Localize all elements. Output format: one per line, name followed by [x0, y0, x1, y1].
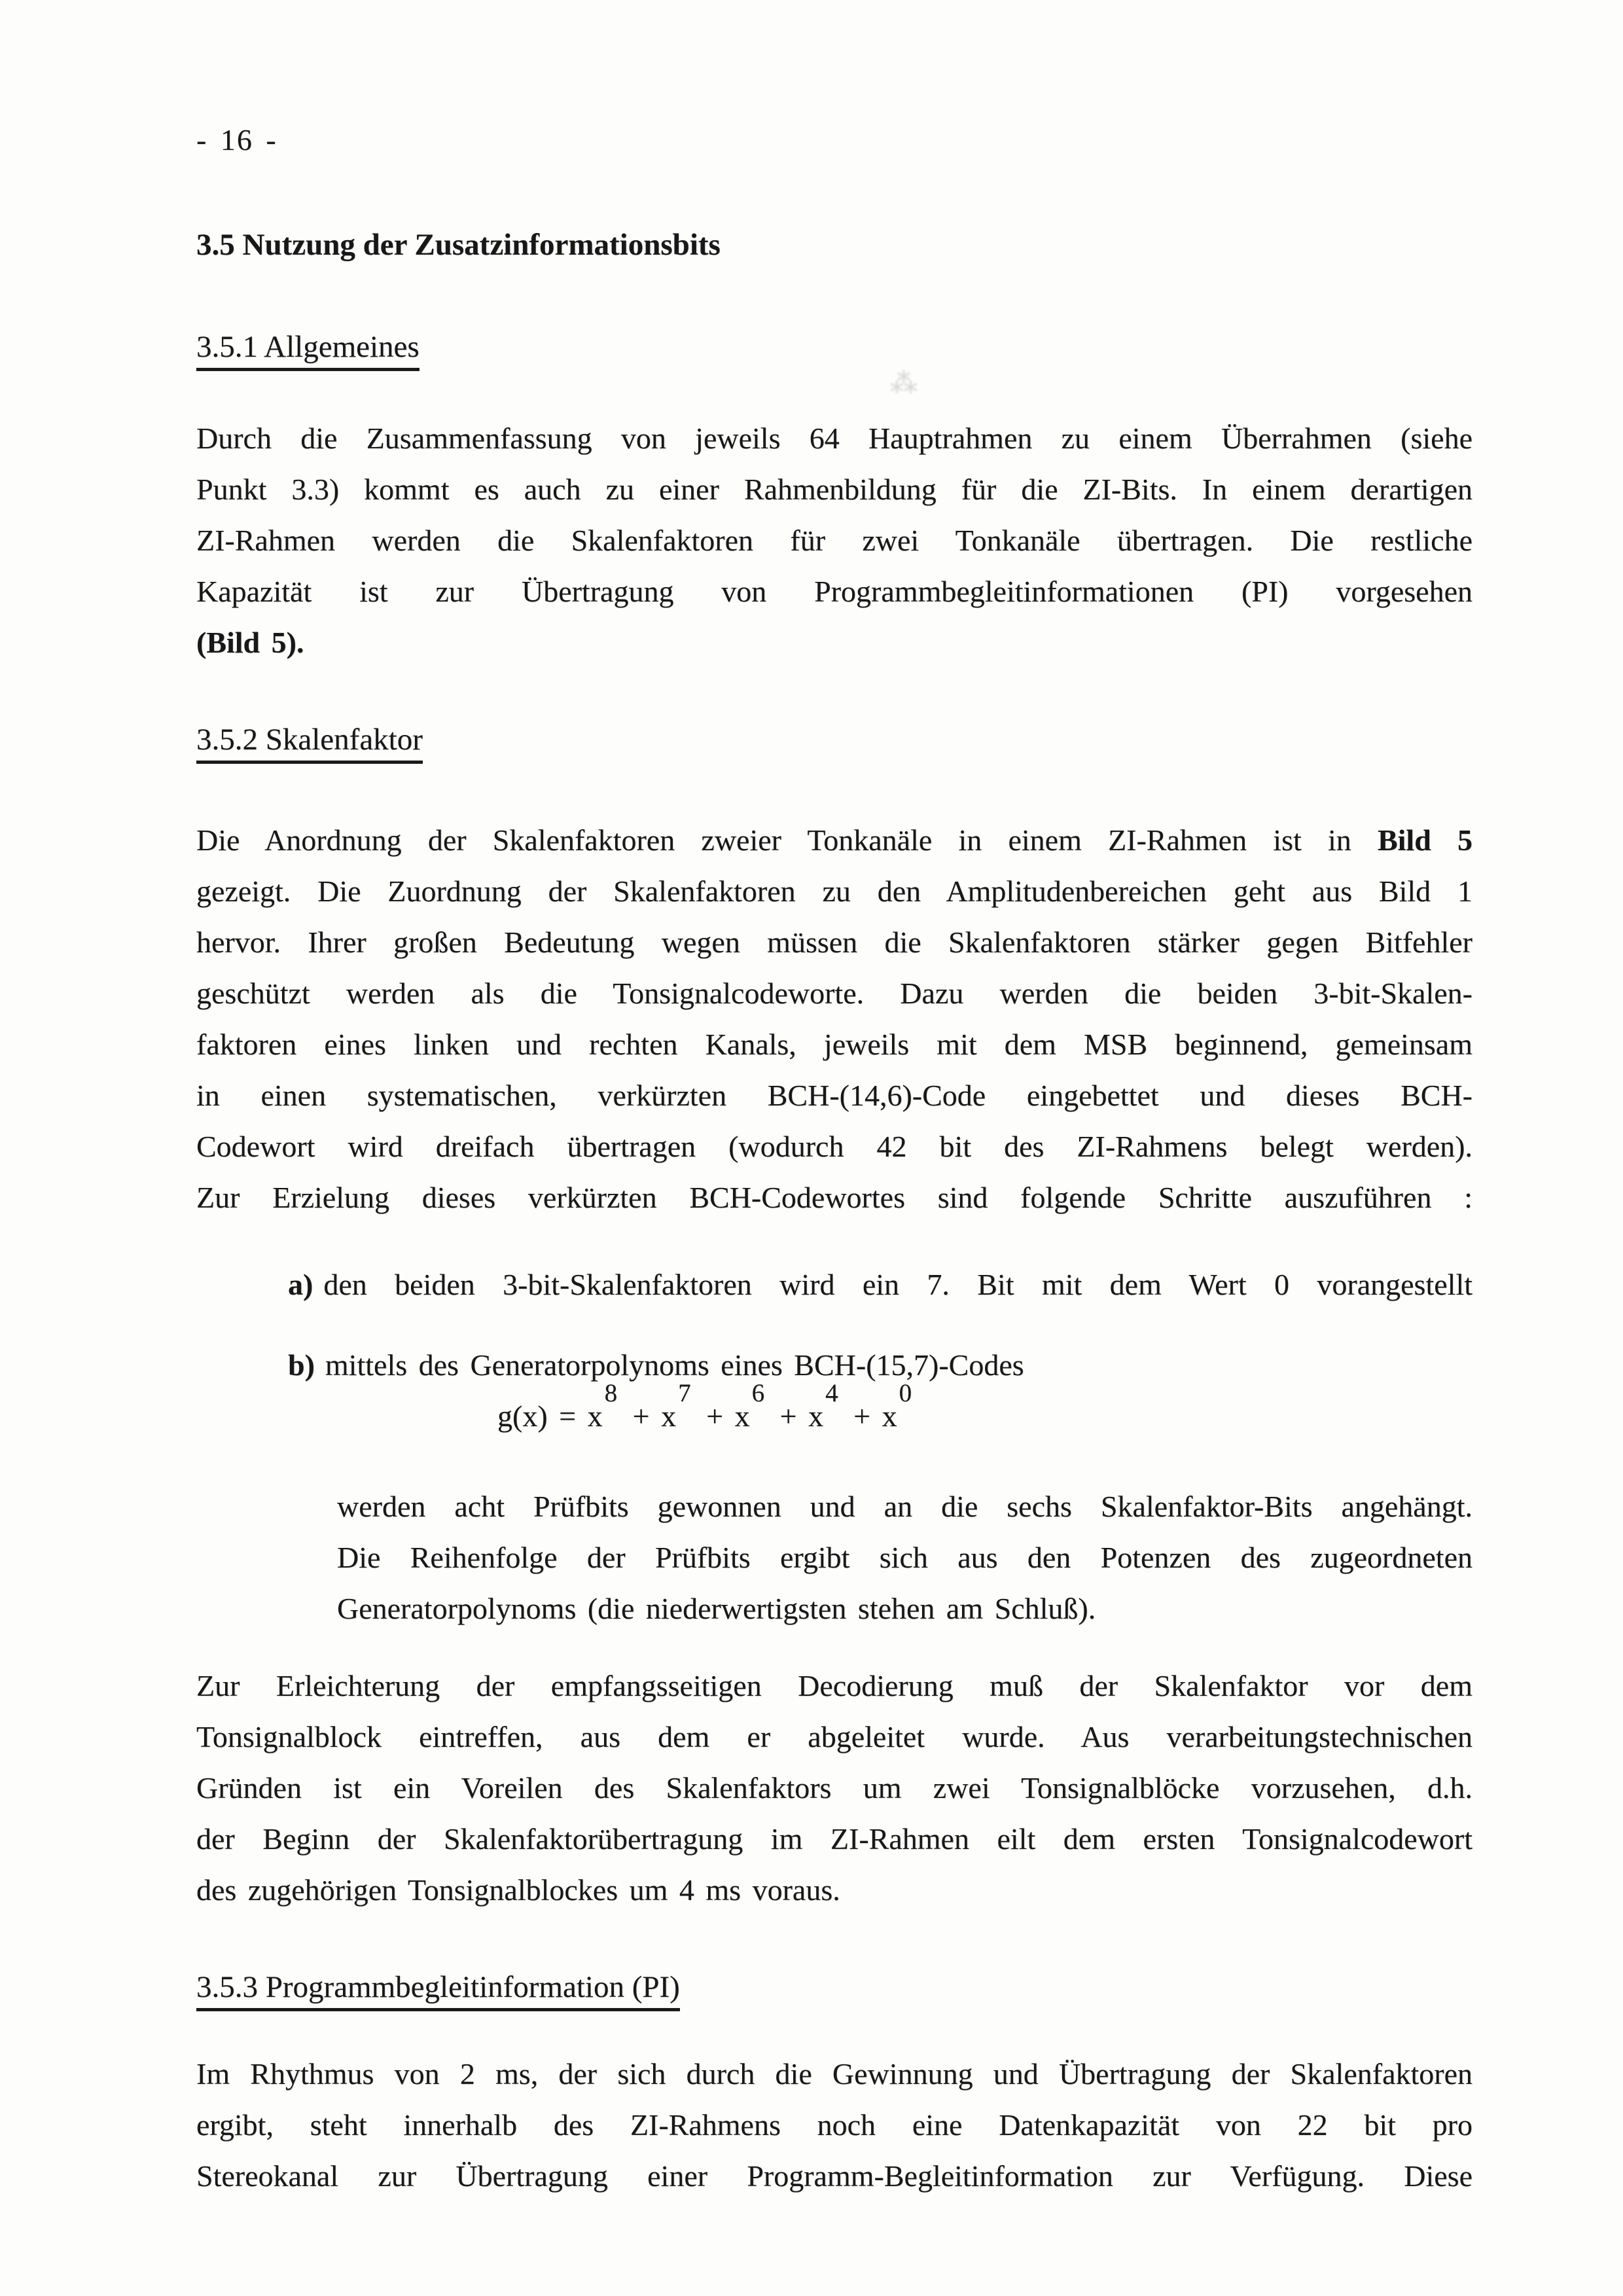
text-line: [196, 1070, 1472, 1121]
text-segment: den beiden 3-bit-Skalenfaktoren wird ein 7. Bit mit dem Wert 0 vorangestellt: [323, 1268, 1472, 1301]
text-segment: Durch die Zusammenfassung von jeweils 64 Hauptrahmen zu einem Überrahmen (siehe: [196, 422, 1472, 455]
text-segment: Zur Erzielung dieses verkürzten BCH-Codewortes sind folgende Schritte auszuführen :: [196, 1181, 1472, 1214]
text-line: [196, 566, 1472, 617]
superscript-exponent: 0: [899, 1379, 912, 1408]
text-segment: Im Rhythmus von 2 ms, der sich durch die Gewinnung und Übertragung der Skalenfaktoren: [196, 2057, 1472, 2090]
page-number: - 16 -: [196, 123, 277, 156]
text-line: [196, 968, 1472, 1019]
list-item-b-continuation: [196, 1481, 1472, 1634]
paragraph-skalenfaktor: [196, 815, 1472, 1223]
bold-text-segment: a): [288, 1268, 313, 1301]
text-segment: der Beginn der Skalenfaktorübertragung im ZI-Rahmen eilt dem ersten Tonsignalcodewort: [196, 1822, 1472, 1856]
text-line: [337, 1481, 1472, 1532]
text-segment: Codewort wird dreifach übertragen (wodurch 42 bit des ZI-Rahmens belegt werden).: [196, 1130, 1472, 1163]
paragraph-allgemeines: [196, 413, 1472, 668]
text-segment: des zugehörigen Tonsignalblockes um 4 ms voraus.: [196, 1873, 840, 1907]
section-heading-3-5-2: [196, 714, 1472, 765]
text-segment: ergibt, steht innerhalb des ZI-Rahmens noch eine Datenkapazität von 22 bit pro: [196, 2108, 1472, 2142]
bold-text-segment: (Bild 5).: [196, 626, 304, 659]
text-segment: Stereokanal zur Übertragung einer Programm-Begleitinformation zur Verfügung. Diese: [196, 2159, 1472, 2193]
superscript-exponent: 8: [604, 1379, 618, 1408]
text-segment: g(x) = x: [497, 1399, 603, 1433]
text-line: [196, 815, 1472, 866]
text-segment: faktoren eines linken und rechten Kanals, jeweils mit dem MSB beginnend, gemeinsam: [196, 1028, 1472, 1061]
text-segment: + x: [621, 1399, 677, 1433]
text-line: [196, 464, 1472, 515]
text-line: [288, 1259, 1472, 1310]
superscript-exponent: 7: [678, 1379, 691, 1408]
text-segment: + x: [694, 1399, 750, 1433]
text-segment: in einen systematischen, verkürzten BCH-(14,6)-Code eingebettet und dieses BCH-: [196, 1079, 1472, 1112]
superscript-exponent: 4: [825, 1379, 838, 1408]
text-line: [196, 2151, 1472, 2202]
text-segment: gezeigt. Die Zuordnung der Skalenfaktoren zu den Amplitudenbereichen geht aus Bild 1: [196, 874, 1472, 908]
text-segment: Die Reihenfolge der Prüfbits ergibt sich aus den Potenzen des zugeordneten: [337, 1541, 1472, 1574]
text-segment: Tonsignalblock eintreffen, aus dem er abgeleitet wurde. Aus verarbeitungstechnischen: [196, 1720, 1472, 1753]
text-line: [196, 1763, 1472, 1814]
text-segment: Zur Erleichterung der empfangsseitigen Decodierung muß der Skalenfaktor vor dem: [196, 1669, 1472, 1702]
section-heading-3-5-1-label: 3.5.1 Allgemeines: [196, 330, 419, 371]
section-heading-3-5-1: [196, 321, 1472, 372]
text-segment: Kapazität ist zur Übertragung von Programmbegleitinformationen (PI) vorgesehen: [196, 575, 1472, 608]
section-heading-3-5-2-label: 3.5.2 Skalenfaktor: [196, 723, 423, 764]
text-line: [196, 1019, 1472, 1070]
text-line: [196, 2100, 1472, 2151]
text-segment: Gründen ist ein Voreilen des Skalenfaktors um zwei Tonsignalblöcke vorzusehen, d.h.: [196, 1771, 1472, 1804]
text-line: [497, 1379, 1472, 1442]
section-heading-3-5-label: 3.5 Nutzung der Zusatzinformationsbits: [196, 228, 721, 262]
list-item-a: [196, 1259, 1472, 1310]
text-segment: ZI-Rahmen werden die Skalenfaktoren für zwei Tonkanäle übertragen. Die restliche: [196, 524, 1472, 557]
section-heading-3-5: [196, 219, 1472, 270]
text-line: [196, 1121, 1472, 1172]
text-line: [196, 866, 1472, 917]
text-segment: geschützt werden als die Tonsignalcodeworte. Dazu werden die beiden 3-bit-Skalen-: [196, 977, 1472, 1010]
superscript-exponent: 6: [751, 1379, 765, 1408]
text-segment: Generatorpolynoms (die niederwertigsten stehen am Schluß).: [337, 1592, 1096, 1625]
bold-text-segment: b): [288, 1348, 315, 1382]
formula-generator-polynomial: [196, 1379, 1472, 1442]
text-line: [288, 1340, 1472, 1391]
text-line: [196, 1660, 1472, 1712]
text-segment: Punkt 3.3) kommt es auch zu einer Rahmenbildung für die ZI-Bits. In einem derartigen: [196, 473, 1472, 506]
text-segment: mittels des Generatorpolynoms eines BCH-(15,7)-Codes: [325, 1348, 1024, 1382]
text-segment: Die Anordnung der Skalenfaktoren zweier Tonkanäle in einem ZI-Rahmen ist in: [196, 823, 1378, 857]
paragraph-erleichterung: [196, 1660, 1472, 1916]
paragraph-rhythmus: [196, 2049, 1472, 2202]
text-line: [196, 1814, 1472, 1865]
text-line: [196, 2049, 1472, 2100]
text-line: [196, 617, 1472, 668]
text-segment: + x: [768, 1399, 824, 1433]
text-line: [196, 1865, 1472, 1916]
text-line: [196, 1172, 1472, 1223]
text-segment: hervor. Ihrer großen Bedeutung wegen müssen die Skalenfaktoren stärker gegen Bitfehler: [196, 925, 1472, 959]
text-line: [337, 1532, 1472, 1583]
text-segment: werden acht Prüfbits gewonnen und an die sechs Skalenfaktor-Bits angehängt.: [337, 1490, 1472, 1523]
section-heading-3-5-3-label: 3.5.3 Programmbegleitinformation (PI): [196, 1970, 680, 2011]
section-heading-3-5-3: [196, 1962, 1472, 2013]
text-line: [196, 1712, 1472, 1763]
scan-artifact: ⁂: [890, 369, 918, 399]
text-line: [196, 413, 1472, 464]
text-line: [337, 1583, 1472, 1634]
text-line: [196, 917, 1472, 968]
text-segment: + x: [842, 1399, 897, 1433]
bold-text-segment: Bild 5: [1377, 823, 1472, 857]
text-line: [196, 515, 1472, 566]
